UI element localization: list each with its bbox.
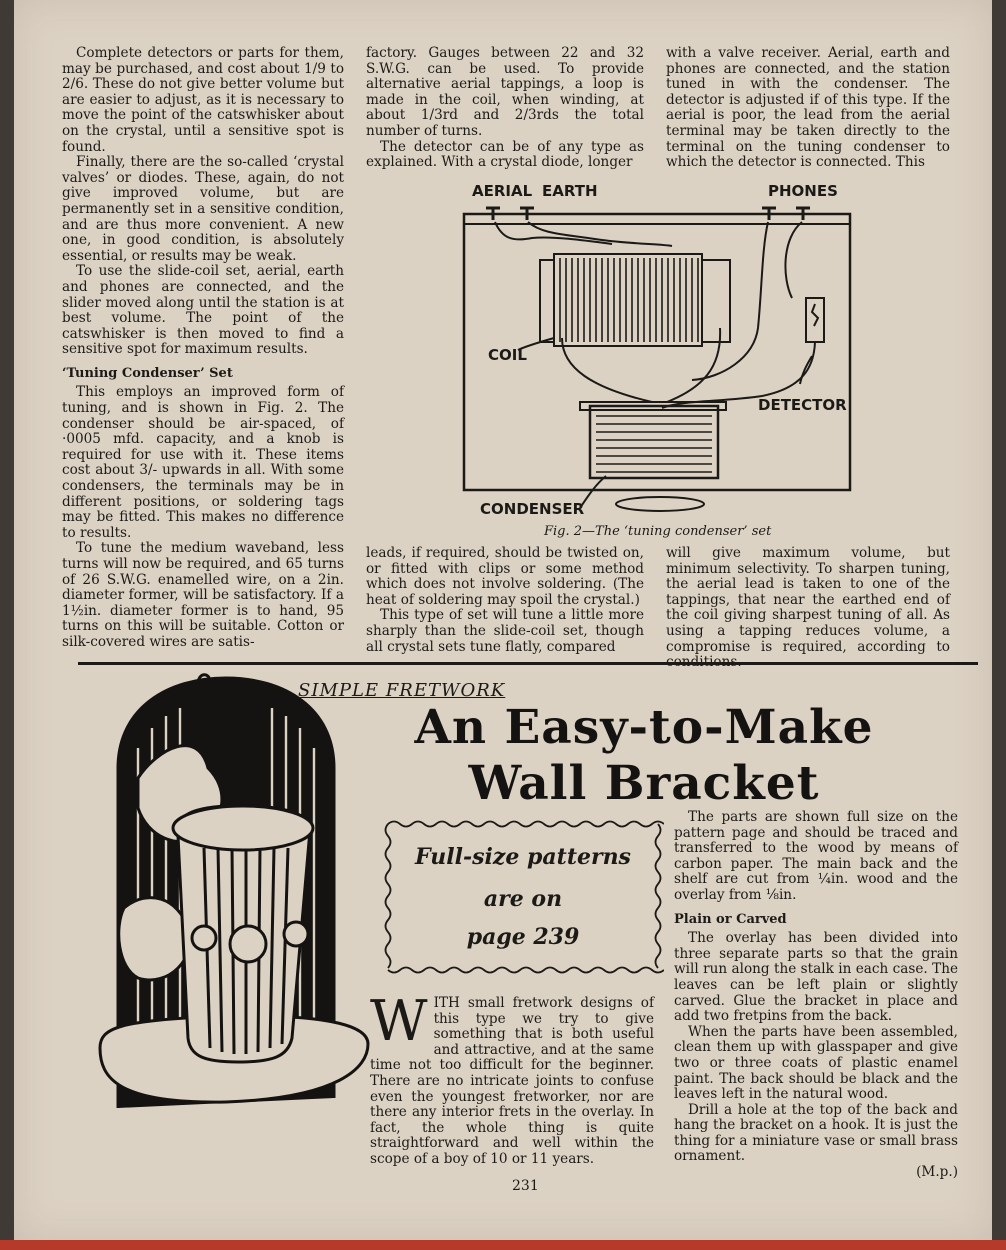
drop-cap: W [370,989,428,1054]
figure-caption: Fig. 2—The ‘tuning condenser’ set [544,524,772,539]
headline-line-1: An Easy-to-Make [414,700,874,755]
intro-column [370,989,654,1168]
paragraph: factory. Gauges between 22 and 32 S.W.G. can be used. To provide alternative aerial tappings, a loop is made in the coil, when winding, at about 1/3rd and 2/3rds the total number of turns. [366,45,644,139]
wall-bracket-illustration [78,668,374,1138]
paragraph: Complete detectors or parts for them, may be purchased, and cost about 1/9 to 2/6. These do not give better volume but are easier to adjust, as it is necessary to move the point of the catswhisker about on the crystal, until a sensitive spot is found. [62,45,344,155]
callout-line-2: are on [483,886,563,912]
paragraph: Finally, there are the so-called ‘crystal valves’ or diodes. These, again, do not give improved volume, but are permanently set in a sensitive condition, and are thus more convenient. A new one, in good condition, is absolutely essential, or results may be weak. [62,154,344,264]
callout-line-1: Full-size patterns [415,844,631,870]
subheading: Plain or Carved [674,911,787,927]
paragraph: with a valve receiver. Aerial, earth and phones are connected, and the station tuned in with the condenser. The detector is adjusted if of this type. If the aerial is poor, the lead from the aerial terminal may be taken directly to the terminal on the tuning condenser to which the detector is connected. This [666,45,950,171]
page-number: 231 [512,1178,539,1194]
column-3-bottom [666,546,950,671]
label-earth: EARTH [542,182,598,200]
column-3-top [666,46,950,171]
paragraph: This employs an improved form of tuning, and is shown in Fig. 2. The condenser should be air-spaced, of ·0005 mfd. capacity, and a knob is required for use with it. These items cost about 3/- upwards in all. With some condensers, the terminals may be in different positions, or soldering tags may be fitted. This makes no difference to results. [62,384,344,541]
section-divider [78,662,978,665]
patterns-callout-box [382,818,664,976]
headline-line-2: Wall Bracket [468,756,820,811]
paragraph: When the parts have been assembled, clean them up with glasspaper and give two or three coats of plastic enamel paint. The back should be black and the leaves left in the natural wood. [674,1023,958,1103]
subheading: ‘Tuning Condenser’ Set [62,365,233,381]
circuit-diagram [462,178,862,518]
paragraph: This type of set will tune a little more sharply than the slide-coil set, though all crystal sets tune flatly, compared [366,607,644,655]
label-coil: COIL [488,346,527,364]
article-headline [394,700,894,812]
magazine-page [14,0,992,1240]
paragraph: will give maximum volume, but minimum selectivity. To sharpen tuning, the aerial lead is taken to one of the tappings, that near the earthed end of the coil giving sharpest tuning of all. As using a tapping reduces volume, a compromise is required, according to [666,545,950,655]
intro-text: ITH small fretwork designs of this type we try to give something that is both useful and attractive, and at the same time not too difficult for the beginner. There are no intricate joints to confuse even the youngest fretworker, nor are there any interior frets in the overlay. In fact, the whole thing is quite straightforward and well within the scope of a boy of 10 or 11 years. [370,995,654,1167]
paragraph: The detector can be of any type as explained. With a crystal diode, longer [366,138,644,171]
label-condenser: CONDENSER [480,500,585,518]
column-2-bottom [366,546,644,655]
paragraph: To use the slide-coil set, aerial, earth and phones are connected, and the slider moved along until the station is at best volume. The point of the catswhisker is then moved to find a sensitive spot for maximum results. [62,263,344,358]
section-label: SIMPLE FRETWORK [298,680,506,701]
label-detector: DETECTOR [758,396,847,414]
paragraph: leads, if required, should be twisted on, or fitted with clips or some method which does not involve soldering. (The heat of soldering may spoil the crystal.) [366,545,644,608]
author-signature: (M.p.) [916,1164,958,1181]
bottom-edge-strip [0,1240,1006,1250]
column-1 [62,46,344,651]
paragraph: The overlay has been divided into three separate parts so that the grain will run along the stalk in each case. The leaves can be left plain or slightly carved. Glue the bracket in place and add two fretpins from the back. [674,930,958,1025]
paragraph: Drill a hole at the top of the back and hang the bracket on a hook. It is just the thing for a miniature vase or small brass ornament. [674,1101,958,1165]
label-aerial: AERIAL [472,182,533,200]
paragraph: The parts are shown full size on the pattern page and should be traced and transferred to the wood by means of carbon paper. The main back and the shelf are cut from ¼in. wood and the overlay from ⅛in. [674,809,958,903]
intro-paragraph [370,989,654,1168]
fretwork-right-column [674,810,958,1181]
callout-line-3: page 239 [466,924,580,950]
paragraph: To tune the medium waveband, less turns will now be required, and 65 turns of 26 S.W.G. enamelled wire, on a 2in. diameter former, will be satisfactory. If a 1½in. diameter former is to hand, 95 turns on this will be suitable. Cotton or silk-covered wires are satis- [62,540,344,650]
column-2-top [366,46,644,171]
label-phones: PHONES [768,182,838,200]
